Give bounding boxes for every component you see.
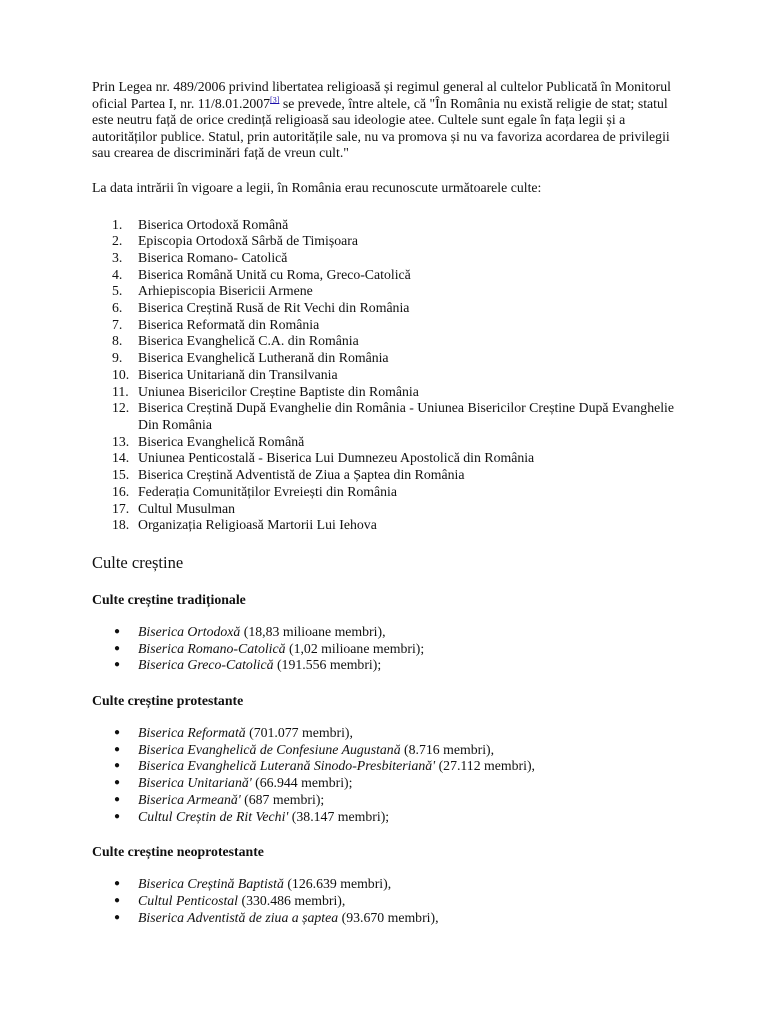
list-item-text: Federația Comunităților Evreiești din România <box>138 483 398 499</box>
list-item-number: 16. <box>112 483 130 499</box>
cult-list-item <box>92 517 688 534</box>
cult-list-item <box>92 283 688 300</box>
list-item-text: Biserica Creștină Adventistă de Ziua a Șaptea din România <box>138 467 465 483</box>
list-item-text: Episcopia Ortodoxă Sârbă de Timișoara <box>138 233 358 249</box>
list-item-text: Biserica Reformată din România <box>138 316 320 332</box>
bullet-icon: ● <box>114 878 121 890</box>
membership-list <box>92 624 688 674</box>
member-count: (191.556 membri); <box>273 657 382 673</box>
list-item-text: Biserica Română Unită cu Roma, Greco-Catolică <box>138 266 411 282</box>
cult-list-item <box>92 350 688 367</box>
list-item-text: Biserica Evanghelică Română <box>138 433 305 449</box>
list-item-number: 8. <box>112 333 123 349</box>
cult-list-item <box>92 434 688 451</box>
list-item-text: Biserica Evanghelică Lutherană din România <box>138 350 389 366</box>
list-item-text: Biserica Romano- Catolică <box>138 249 288 265</box>
subsection-title: Culte creștine protestante <box>92 693 244 709</box>
church-name: Biserica Evanghelică Luterană Sinodo-Presbiteriană' <box>138 758 436 774</box>
list-item-text: Arhiepiscopia Bisericii Armene <box>138 283 313 299</box>
church-name: Biserica Unitariană' <box>138 775 252 791</box>
cult-list-item <box>92 501 688 518</box>
cult-list-item <box>92 267 688 284</box>
membership-list <box>92 725 688 825</box>
membership-list-item <box>92 641 688 658</box>
cult-list-item <box>92 384 688 401</box>
list-item-text: Biserica Creștină După Evanghelie din România - Uniunea Bisericilor Creștine După Evanghelie Din România <box>138 400 675 432</box>
list-item-number: 2. <box>112 233 123 249</box>
list-item-text: Uniunea Bisericilor Creștine Baptiste din România <box>138 383 419 399</box>
church-name: Biserica Reformată <box>138 725 246 741</box>
member-count: (126.639 membri), <box>283 876 392 892</box>
list-item-text: Uniunea Penticostală - Biserica Lui Dumnezeu Apostolică din România <box>138 450 535 466</box>
list-item-number: 11. <box>112 383 129 399</box>
cult-list-item <box>92 400 688 433</box>
bullet-icon: ● <box>114 911 121 923</box>
subsection-title: Culte creștine neoprotestante <box>92 844 264 860</box>
cult-list-item <box>92 300 688 317</box>
cult-list-item <box>92 233 688 250</box>
bullet-icon: ● <box>114 894 121 906</box>
church-name: Biserica Armeană' <box>138 791 241 807</box>
list-item-number: 1. <box>112 216 123 232</box>
bullet-icon: ● <box>114 659 121 671</box>
membership-list-item <box>92 725 688 742</box>
church-name: Biserica Creștină Baptistă <box>138 876 284 892</box>
cult-list-item <box>92 484 688 501</box>
bullet-icon: ● <box>114 777 121 789</box>
list-item-number: 7. <box>112 316 123 332</box>
member-count: (18,83 milioane membri), <box>240 623 386 639</box>
section-title: Culte creștine <box>92 552 184 572</box>
list-item-text: Biserica Ortodoxă Română <box>138 216 289 232</box>
member-count: (38.147 membri); <box>288 808 390 824</box>
lead-paragraph: La data intrării în vigoare a legii, în România erau recunoscute următoarele culte: <box>92 179 542 195</box>
membership-list-item <box>92 809 688 826</box>
intro-text-part2: se prevede, între altele, că "În România nu există religie de stat; statul este neutru față de orice credință religioasă sau ideologie atee. Cultele sunt egale în fața legii și a autorităților publice. Statul, prin autoritățile sale, nu va promova și nu va favoriza acordarea de privilegii sau crearea de discriminări față de vreun cult." <box>92 95 670 161</box>
list-item-text: Biserica Unitariană din Transilvania <box>138 366 338 382</box>
church-name: Biserica Evanghelică de Confesiune Augustană <box>138 741 401 757</box>
list-item-number: 14. <box>112 450 130 466</box>
list-item-number: 17. <box>112 500 130 516</box>
membership-list-item <box>92 792 688 809</box>
member-count: (66.944 membri); <box>251 775 353 791</box>
membership-list-item <box>92 775 688 792</box>
list-item-number: 6. <box>112 300 123 316</box>
list-item-number: 10. <box>112 366 130 382</box>
membership-list-item <box>92 624 688 641</box>
member-count: (330.486 membri), <box>238 892 346 908</box>
cult-list-item <box>92 317 688 334</box>
bullet-icon: ● <box>114 810 121 822</box>
list-item-number: 13. <box>112 433 130 449</box>
membership-list-item <box>92 876 688 893</box>
cult-list-item <box>92 367 688 384</box>
member-count: (8.716 membri), <box>400 741 495 757</box>
footnote-link[interactable]: [3] <box>270 95 280 104</box>
list-item-number: 3. <box>112 249 123 265</box>
recognized-cults-list <box>92 217 688 534</box>
bullet-icon: ● <box>114 642 121 654</box>
list-item-text: Organizația Religioasă Martorii Lui Iehova <box>138 517 377 533</box>
membership-list <box>92 876 688 926</box>
bullet-icon: ● <box>114 793 121 805</box>
list-item-text: Biserica Evanghelică C.A. din România <box>138 333 359 349</box>
cult-list-item <box>92 333 688 350</box>
list-item-number: 18. <box>112 517 130 533</box>
cult-list-item <box>92 217 688 234</box>
membership-list-item <box>92 758 688 775</box>
cult-list-item <box>92 450 688 467</box>
bullet-icon: ● <box>114 760 121 772</box>
list-item-number: 4. <box>112 266 123 282</box>
church-name: Biserica Adventistă de ziua a șaptea <box>138 909 339 925</box>
member-count: (687 membri); <box>240 791 325 807</box>
cult-list-item <box>92 467 688 484</box>
member-count: (93.670 membri), <box>338 909 439 925</box>
cult-list-item <box>92 250 688 267</box>
list-item-number: 15. <box>112 467 130 483</box>
member-count: (1,02 milioane membri); <box>285 640 425 656</box>
bullet-icon: ● <box>114 727 121 739</box>
subsection-title: Culte creștine tradiționale <box>92 591 246 607</box>
membership-list-item <box>92 657 688 674</box>
list-item-text: Cultul Musulman <box>138 500 235 516</box>
church-name: Biserica Romano-Catolică <box>138 640 286 656</box>
intro-paragraph <box>92 79 688 162</box>
church-name: Cultul Creștin de Rit Vechi' <box>138 808 289 824</box>
membership-list-item <box>92 893 688 910</box>
member-count: (27.112 membri), <box>435 758 536 774</box>
list-item-number: 12. <box>112 400 130 416</box>
membership-list-item <box>92 742 688 759</box>
list-item-number: 5. <box>112 283 123 299</box>
list-item-number: 9. <box>112 350 123 366</box>
intro-text-part1: Prin Legea nr. 489/2006 privind libertatea religioasă și regimul general al cultelor Publicată în Monitorul oficial Partea I, nr. 11/8.01.2007 <box>92 79 671 111</box>
bullet-icon: ● <box>114 625 121 637</box>
footnote-ref <box>270 95 279 104</box>
bullet-icon: ● <box>114 743 121 755</box>
cult-groups <box>92 591 688 926</box>
church-name: Biserica Greco-Catolică <box>138 657 274 673</box>
member-count: (701.077 membri), <box>245 725 353 741</box>
church-name: Biserica Ortodoxă <box>138 623 241 639</box>
membership-list-item <box>92 910 688 927</box>
church-name: Cultul Penticostal <box>138 892 239 908</box>
list-item-text: Biserica Creștină Rusă de Rit Vechi din România <box>138 300 410 316</box>
